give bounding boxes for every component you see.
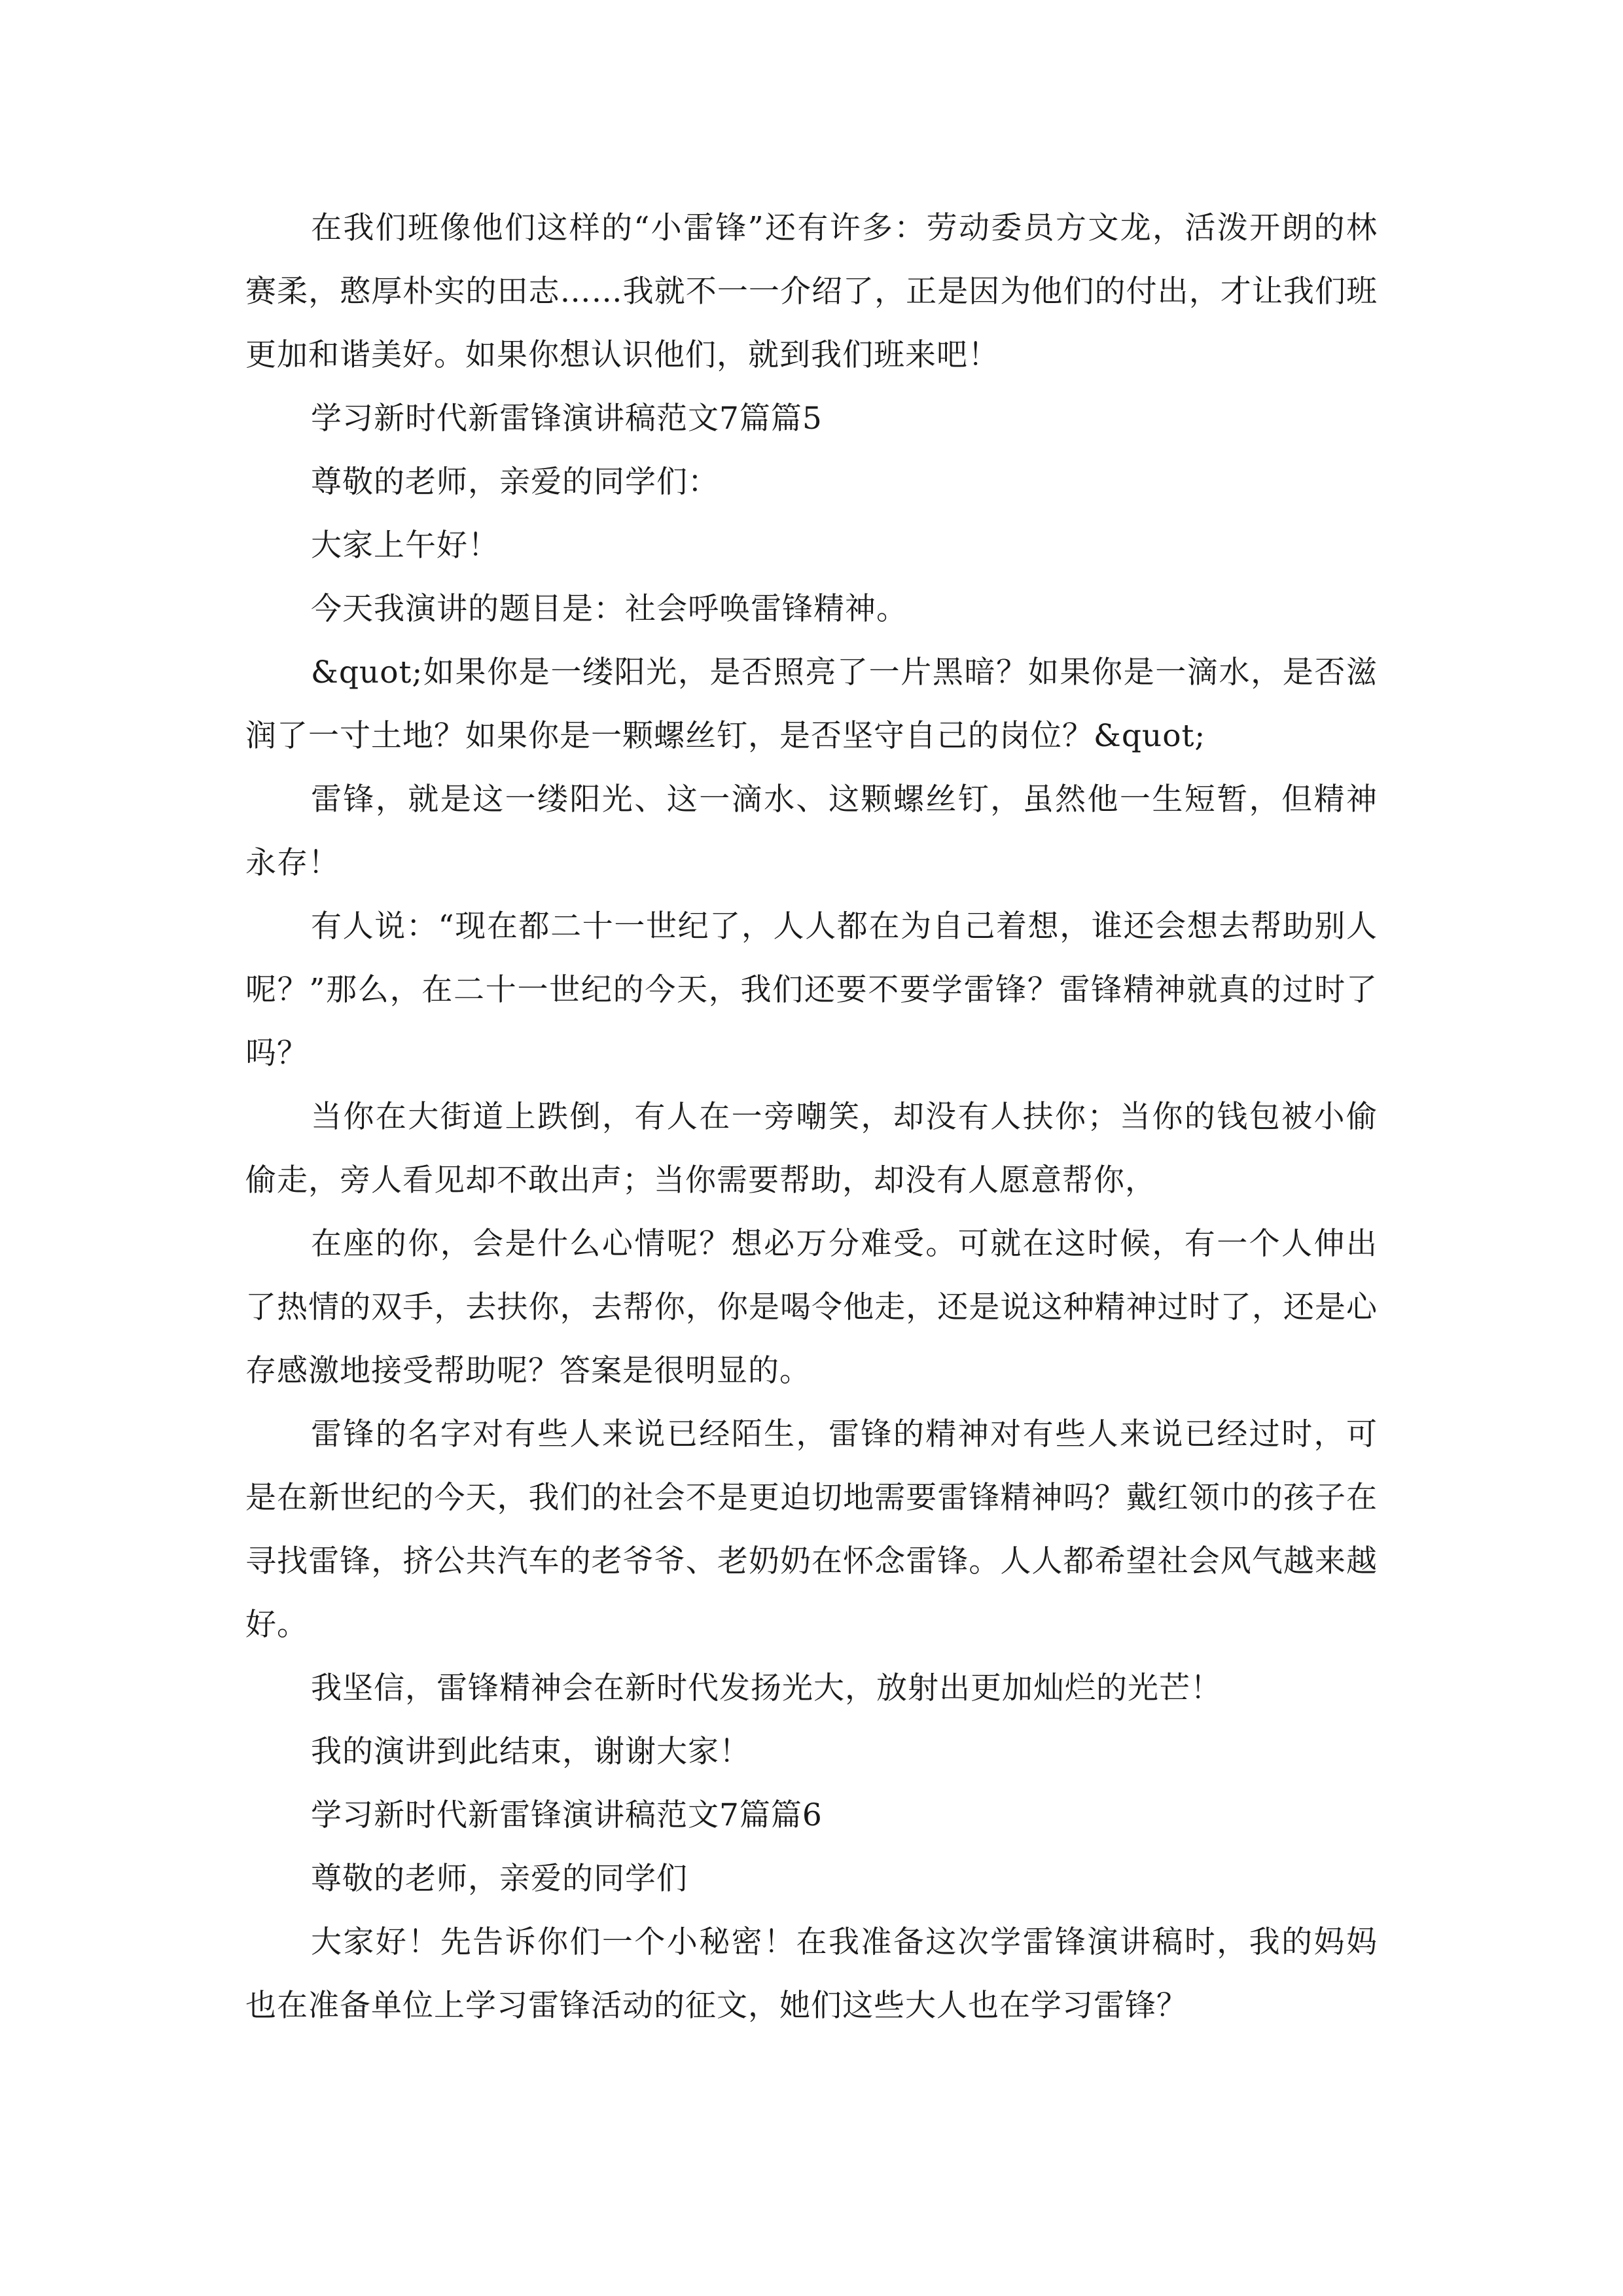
body-paragraph: 有人说：“现在都二十一世纪了，人人都在为自己着想，谁还会想去帮助别人呢？”那么，在二十一世纪的今天，我们还要不要学雷锋？雷锋精神就真的过时了吗？ [245, 908, 1378, 1071]
body-paragraph: 今天我演讲的题目是：社会呼唤雷锋精神。 [311, 591, 908, 627]
body-paragraph: 当你在大街道上跌倒，有人在一旁嘲笑，却没有人扶你；当你的钱包被小偷偷走，旁人看见却不敢出声；当你需要帮助，却没有人愿意帮你， [245, 1099, 1378, 1198]
document-body [245, 196, 1378, 2037]
body-paragraph: &quot;如果你是一缕阳光，是否照亮了一片黑暗？如果你是一滴水，是否滋润了一寸土地？如果你是一颗螺丝钉，是否坚守自己的岗位？&quot; [245, 655, 1378, 754]
greeting-paragraph: 尊敬的老师，亲爱的同学们 [311, 1861, 688, 1897]
body-paragraph: 我坚信，雷锋精神会在新时代发扬光大，放射出更加灿烂的光芒！ [311, 1670, 1222, 1706]
body-paragraph: 我的演讲到此结束，谢谢大家！ [311, 1734, 751, 1770]
section-heading: 学习新时代新雷锋演讲稿范文7篇篇5 [311, 401, 823, 437]
body-paragraph: 在我们班像他们这样的“小雷锋”还有许多：劳动委员方文龙，活泼开朗的林赛柔，憨厚朴实的田志……我就不一一介绍了，正是因为他们的付出，才让我们班更加和谐美好。如果你想认识他们，就到我们班来吧！ [245, 210, 1378, 373]
greeting-paragraph: 大家上午好！ [311, 528, 499, 564]
body-paragraph: 大家好！先告诉你们一个小秘密！在我准备这次学雷锋演讲稿时，我的妈妈也在准备单位上学习雷锋活动的征文，她们这些大人也在学习雷锋？ [245, 1924, 1378, 2024]
greeting-paragraph: 尊敬的老师，亲爱的同学们： [311, 464, 719, 500]
body-paragraph: 雷锋，就是这一缕阳光、这一滴水、这颗螺丝钉，虽然他一生短暂，但精神永存！ [245, 781, 1378, 881]
section-heading: 学习新时代新雷锋演讲稿范文7篇篇6 [311, 1797, 823, 1833]
body-paragraph: 雷锋的名字对有些人来说已经陌生，雷锋的精神对有些人来说已经过时，可是在新世纪的今天，我们的社会不是更迫切地需要雷锋精神吗？戴红领巾的孩子在寻找雷锋，挤公共汽车的老爷爷、老奶奶在怀念雷锋。人人都希望社会风气越来越好。 [245, 1416, 1378, 1643]
body-paragraph: 在座的你，会是什么心情呢？想必万分难受。可就在这时候，有一个人伸出了热情的双手，去扶你，去帮你，你是喝令他走，还是说这种精神过时了，还是心存感激地接受帮助呢？答案是很明显的。 [245, 1226, 1378, 1389]
